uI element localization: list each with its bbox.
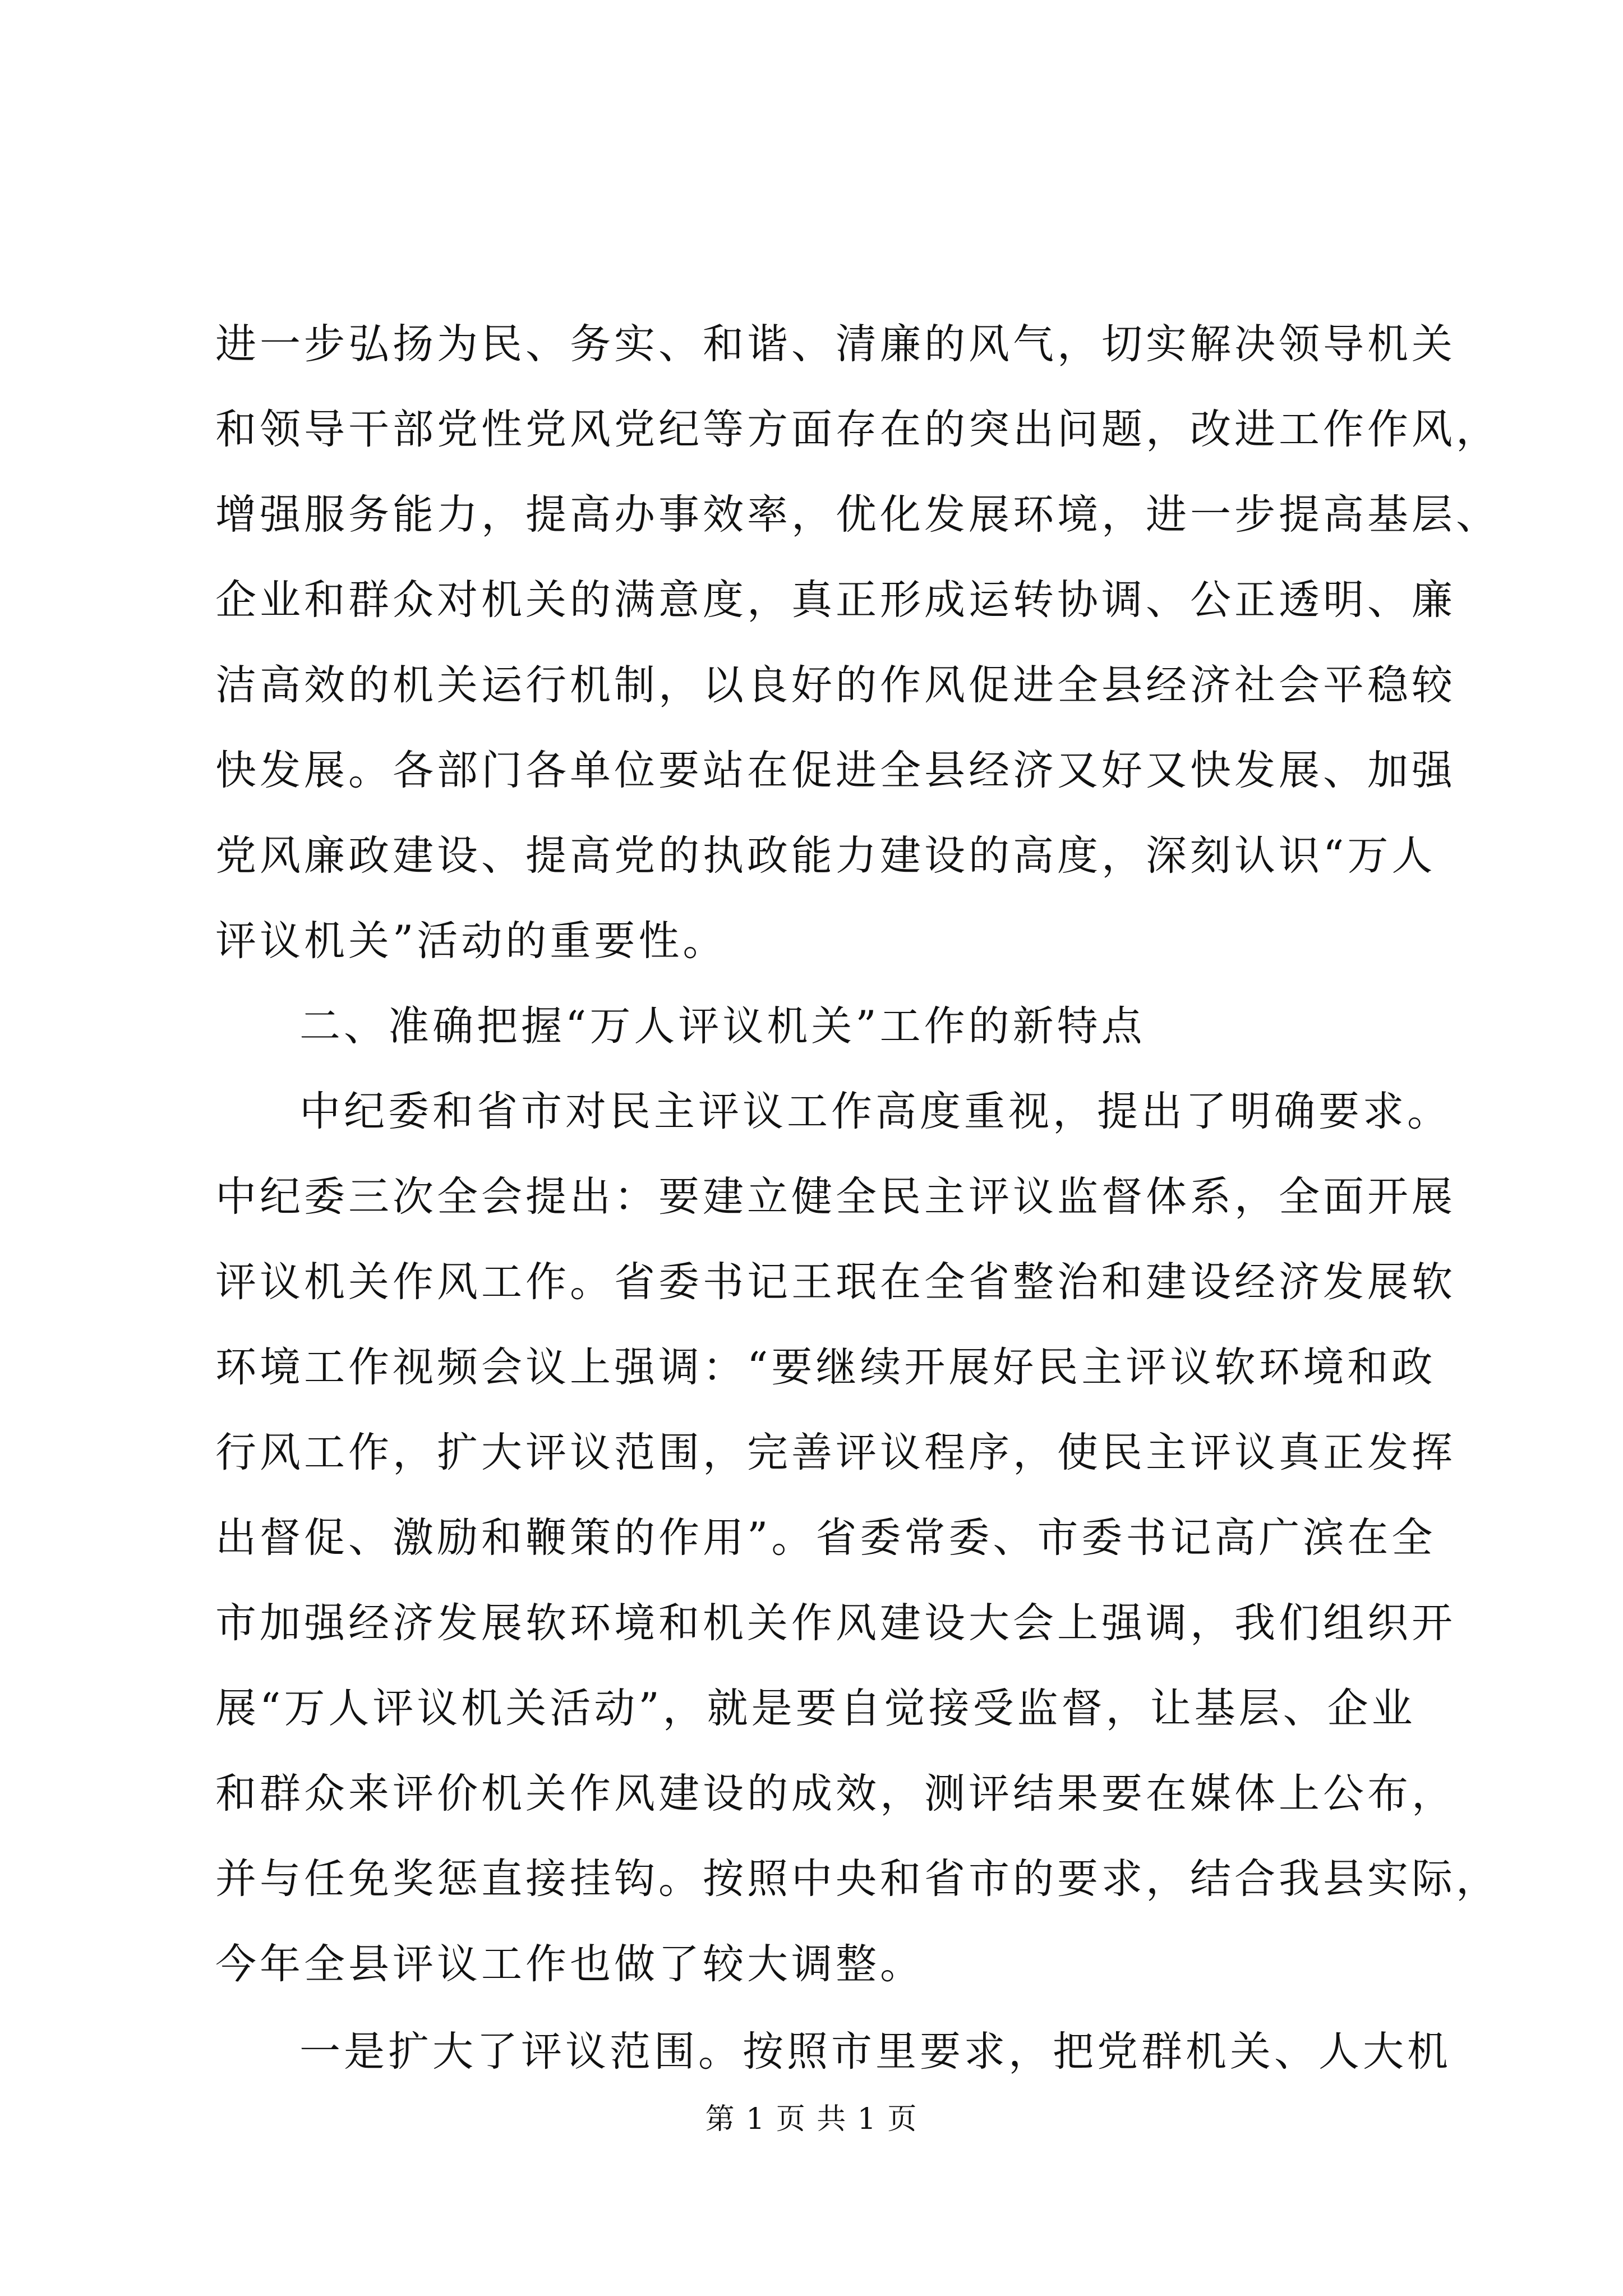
page-footer: 第 1 页 共 1 页 [705, 2102, 918, 2136]
paragraph-line-19: 并与任免奖惩直接挂钩。按照中央和省市的要求，结合我县实际， [215, 1855, 1500, 1903]
document-body [215, 302, 1500, 2095]
section-heading: 二、准确把握“万人评议机关”工作的新特点 [299, 1002, 1146, 1050]
paragraph-line-11: 中纪委三次全会提出：要建立健全民主评议监督体系，全面开展 [215, 1173, 1456, 1221]
paragraph-line-17: 展“万人评议机关活动”，就是要自觉接受监督，让基层、企业 [215, 1685, 1416, 1732]
paragraph-line-21: 一是扩大了评议范围。按照市里要求，把党群机关、人大机 [299, 2028, 1451, 2076]
paragraph-line-7: 党风廉政建设、提高党的执政能力建设的高度，深刻认识“万人 [215, 832, 1436, 880]
paragraph-line-4: 企业和群众对机关的满意度，真正形成运转协调、公正透明、廉 [215, 576, 1456, 624]
paragraph-line-1: 进一步弘扬为民、务实、和谐、清廉的风气，切实解决领导机关 [215, 320, 1456, 368]
paragraph-line-15: 出督促、激励和鞭策的作用”。省委常委、市委书记高广滨在全 [215, 1514, 1436, 1562]
paragraph-line-2: 和领导干部党性党风党纪等方面存在的突出问题，改进工作作风， [215, 406, 1500, 453]
paragraph-line-10: 中纪委和省市对民主评议工作高度重视，提出了明确要求。 [299, 1088, 1451, 1135]
paragraph-line-18: 和群众来评价机关作风建设的成效，测评结果要在媒体上公布， [215, 1770, 1456, 1818]
paragraph-line-12: 评议机关作风工作。省委书记王珉在全省整治和建设经济发展软 [215, 1258, 1456, 1306]
paragraph-line-14: 行风工作，扩大评议范围，完善评议程序，使民主评议真正发挥 [215, 1429, 1456, 1476]
paragraph-line-6: 快发展。各部门各单位要站在促进全县经济又好又快发展、加强 [215, 747, 1456, 794]
paragraph-line-20: 今年全县评议工作也做了较大调整。 [215, 1940, 924, 1988]
paragraph-line-3: 增强服务能力，提高办事效率，优化发展环境，进一步提高基层、 [215, 491, 1500, 539]
paragraph-line-8: 评议机关”活动的重要性。 [215, 917, 727, 965]
paragraph-line-5: 洁高效的机关运行机制，以良好的作风促进全县经济社会平稳较 [215, 661, 1456, 709]
paragraph-line-13: 环境工作视频会议上强调：“要继续开展好民主评议软环境和政 [215, 1343, 1436, 1391]
paragraph-line-16: 市加强经济发展软环境和机关作风建设大会上强调，我们组织开 [215, 1599, 1456, 1647]
